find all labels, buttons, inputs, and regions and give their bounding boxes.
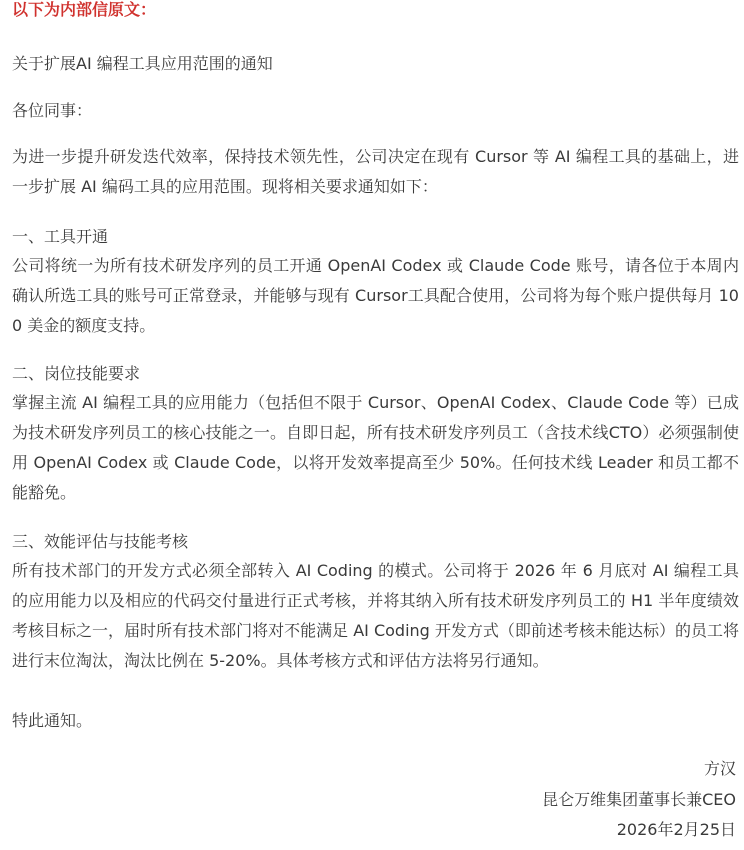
section-heading-skills: 二、岗位技能要求 bbox=[12, 364, 141, 383]
closing-line: 特此通知。 bbox=[12, 711, 93, 730]
greeting: 各位同事： bbox=[12, 101, 93, 120]
section-body-skills: 掌握主流 AI 编程工具的应用能力（包括但不限于 Cursor、OpenAI Codex、Claude Code 等）已成为技术研发序列员工的核心技能之一。自即日起，所有技术研发序列员工（含技术线CTO）必须强制使用 OpenAI Codex 或 Claude Code，以将开发效率提高至少 50%。任何技术线 Leader 和员工都不能豁免。 bbox=[12, 393, 739, 502]
signature-name: 方汉 bbox=[703, 759, 736, 778]
signature-position: 昆仑万维集团董事长兼CEO bbox=[542, 790, 736, 809]
letter-header: 以下为内部信原文： bbox=[12, 0, 157, 19]
section-heading-assessment: 三、效能评估与技能考核 bbox=[12, 532, 189, 551]
notice-title: 关于扩展AI 编程工具应用范围的通知 bbox=[12, 54, 273, 73]
intro-paragraph: 为进一步提升研发迭代效率，保持技术领先性，公司决定在现有 Cursor 等 AI 编程工具的基础上，进一步扩展 AI 编码工具的应用范围。现将相关要求通知如下： bbox=[12, 147, 739, 196]
signature-date: 2026年2月25日 bbox=[616, 820, 736, 839]
section-heading-tools: 一、工具开通 bbox=[12, 227, 109, 246]
section-body-assessment: 所有技术部门的开发方式必须全部转入 AI Coding 的模式。公司将于 2026 年 6 月底对 AI 编程工具的应用能力以及相应的代码交付量进行正式考核，并将其纳入所有技术研发序列员工的 H1 半年度绩效考核目标之一，届时所有技术部门将对不能满足 AI Coding 开发方式（即前述考核未能达标）的员工将进行末位淘汰，淘汰比例在 5-20%。具体考核方式和评估方法将另行通知。 bbox=[12, 561, 739, 670]
section-body-tools: 公司将统一为所有技术研发序列的员工开通 OpenAI Codex 或 Claude Code 账号，请各位于本周内确认所选工具的账号可正常登录，并能够与现有 Cursor工具配合使用，公司将为每个账户提供每月 100 美金的额度支持。 bbox=[12, 256, 739, 335]
